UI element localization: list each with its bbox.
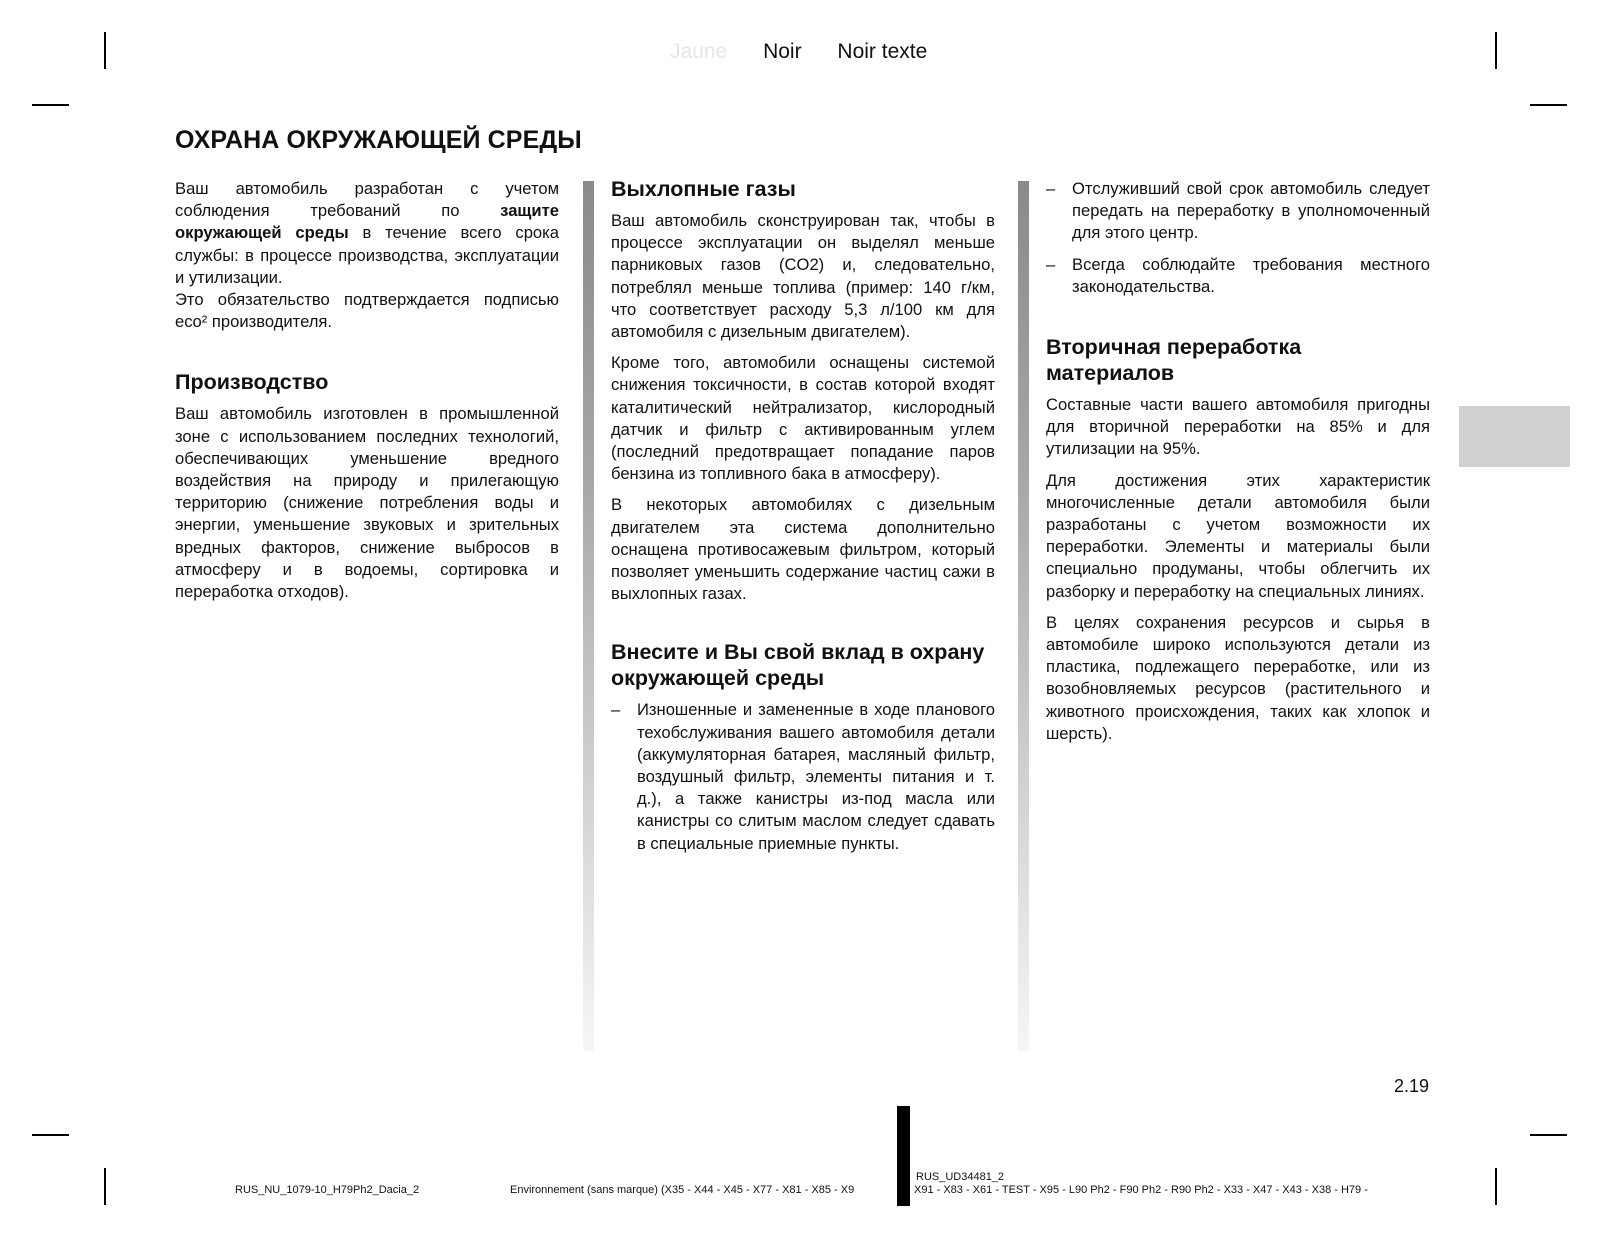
column-1 xyxy=(175,178,559,612)
crop-mark-tl-v xyxy=(104,32,106,69)
footer-models-b: X91 - X83 - X61 - TEST - X95 - L90 Ph2 - F90 Ph2 - R90 Ph2 - X33 - X47 - X43 - X38 - H79 - xyxy=(914,1184,1368,1196)
list-item xyxy=(1046,254,1430,298)
exhaust-paragraph-2: Кроме того, автомобили оснащены системой снижения токсичности, в состав которой входят каталитический нейтрализатор, кислородный датчик и фильтр с активированным углем (последний предотвращает попадание паров бензина из топливного бака в атмосферу). xyxy=(611,353,995,484)
exhaust-heading: Выхлопные газы xyxy=(611,177,796,201)
dash-bullet-icon: – xyxy=(1046,179,1056,198)
column-divider-2 xyxy=(1018,181,1029,1051)
crop-mark-tr-v xyxy=(1495,32,1497,69)
recycling-heading: Вторичная переработка материалов xyxy=(1046,335,1302,386)
color-separation-labels xyxy=(670,40,957,64)
footer-doc-id: RUS_UD34481_2 xyxy=(916,1171,1005,1183)
list-item xyxy=(1046,178,1430,245)
eco-commitment-paragraph: Это обязательство подтверждается подписью eco² производителя. xyxy=(175,290,559,332)
bullet-text: Всегда соблюдайте требования местного законодательства. xyxy=(1072,254,1430,296)
chapter-tab-marker xyxy=(1459,406,1570,467)
exhaust-paragraph-3: В некоторых автомобилях с дизельным двигателем эта система дополнительно оснащена противосажевым фильтром, который позволяет уменьшить содержание частиц сажи в выхлопных газах. xyxy=(611,495,995,604)
registration-bar xyxy=(897,1106,910,1206)
crop-mark-br-v xyxy=(1495,1168,1497,1205)
page-number: 2.19 xyxy=(1394,1076,1430,1096)
column-3 xyxy=(1046,178,1430,754)
intro-bold-text: защите окружающей среды xyxy=(175,201,559,243)
crop-mark-br-h xyxy=(1530,1134,1567,1136)
color-label-noir-texte: Noir texte xyxy=(837,40,928,63)
crop-mark-bl-v xyxy=(104,1168,106,1205)
crop-mark-tl-h xyxy=(32,104,69,106)
crop-mark-tr-h xyxy=(1530,104,1567,106)
dash-bullet-icon: – xyxy=(1046,254,1056,274)
color-label-jaune: Jaune xyxy=(670,40,728,63)
column-2 xyxy=(611,176,995,864)
footer-left-code: RUS_NU_1079-10_H79Ph2_Dacia_2 xyxy=(235,1184,420,1196)
contribute-heading: Внесите и Вы свой вклад в охрану окружающей среды xyxy=(611,640,985,691)
crop-mark-bl-h xyxy=(32,1134,69,1136)
footer-models-a: Environnement (sans marque) (X35 - X44 - X45 - X77 - X81 - X85 - X9 xyxy=(510,1184,855,1196)
recycling-paragraph-3: В целях сохранения ресурсов и сырья в автомобиле широко используются детали из пластика, подлежащего переработке, или из возобновляемых ресурсов (растительного и животного происхождения, таких как хлопок и шерсть). xyxy=(1046,612,1430,743)
production-heading: Производство xyxy=(175,370,329,395)
bullet-text: Изношенные и замененные в ходе планового техобслуживания вашего автомобиля детали (аккумуляторная батарея, масляный фильтр, воздушный фильтр, элементы питания и т. д.), а также канистры из-под масла или канистры со слитым маслом следует сдавать в специальные приемные пункты. xyxy=(637,700,995,853)
recycling-paragraph-1: Составные части вашего автомобиля пригодны для вторичной переработки на 85% и для утилизации на 95%. xyxy=(1046,395,1430,459)
dash-bullet-icon: – xyxy=(611,700,621,720)
exhaust-paragraph-1: Ваш автомобиль сконструирован так, чтобы в процессе эксплуатации он выделял меньше парниковых газов (CO2) и, следовательно, потреблял меньше топлива (пример: 140 г/км, что соответствует расходу 5,3 л/100 км для автомобиля с дизельным двигателем). xyxy=(611,211,995,342)
intro-paragraph xyxy=(175,178,559,289)
color-label-noir: Noir xyxy=(763,40,802,63)
column-divider-1 xyxy=(583,181,594,1051)
intro-text-a: Ваш автомобиль разработан с учетом соблюдения требований по xyxy=(175,179,559,221)
intro-text-b: в течение всего срока службы: в процессе производства, эксплуатации и утилизации. xyxy=(175,223,559,287)
bullet-text: Отслуживший свой срок автомобиль следует передать на переработку в уполномоченный для этого центр. xyxy=(1072,179,1430,243)
list-item xyxy=(611,699,995,854)
recycling-paragraph-2: Для достижения этих характеристик многочисленные детали автомобиля были разработаны с учетом возможности их переработки. Элементы и материалы были специально продуманы, чтобы облегчить их разборку и переработку на специальных линиях. xyxy=(1046,470,1430,601)
production-paragraph: Ваш автомобиль изготовлен в промышленной зоне с использованием последних технологий, обеспечивающих уменьшение вредного воздействия на природу и прилегающую территорию (снижение потребления воды и энергии, уменьшение звуковых и зрительных вредных факторов, снижение выбросов в атмосферу и в водоемы, сортировка и переработка отходов). xyxy=(175,404,559,602)
page-title: ОХРАНА ОКРУЖАЮЩЕЙ СРЕДЫ xyxy=(175,126,582,154)
